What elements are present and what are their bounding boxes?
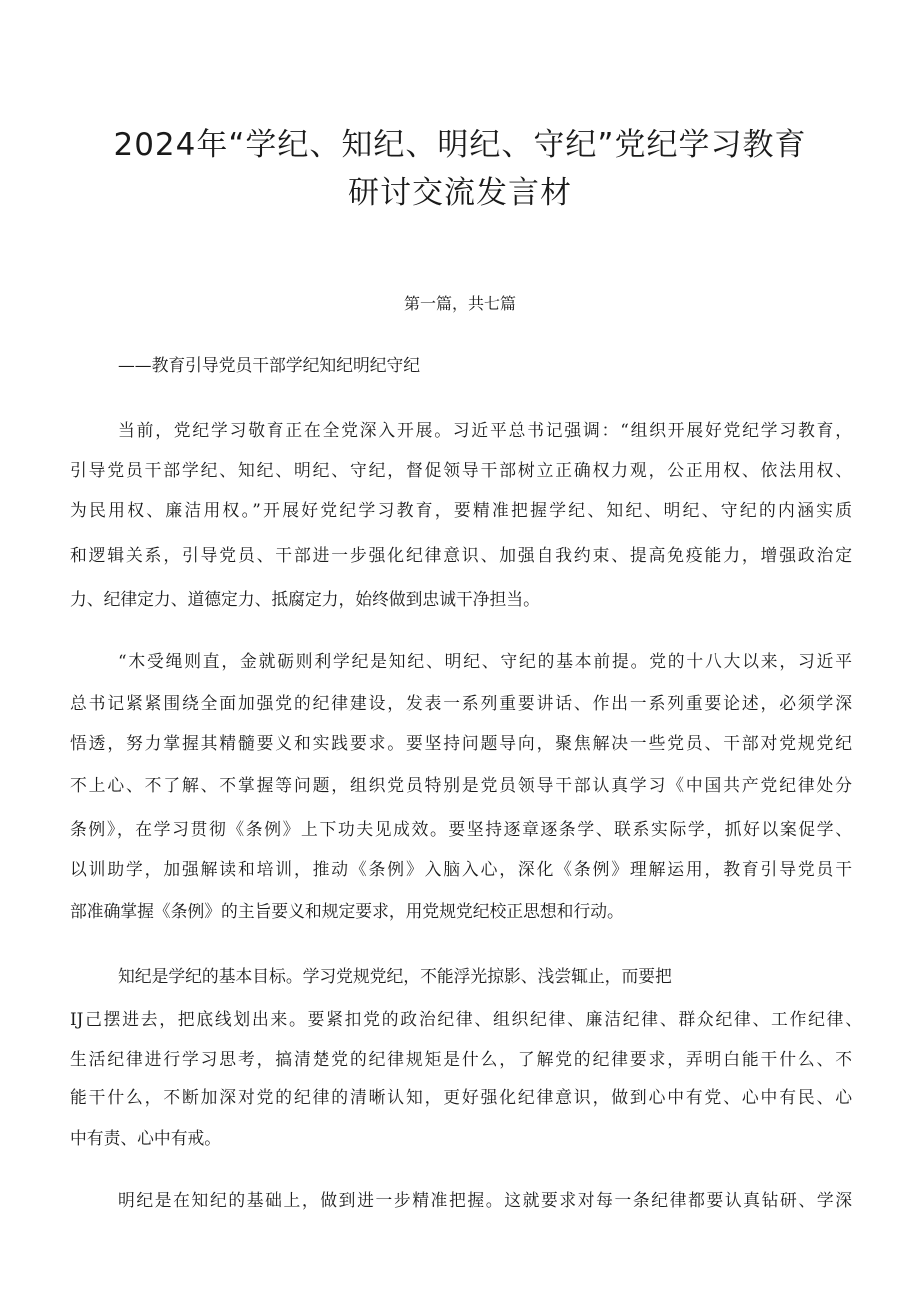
paragraph-line: 引导党员干部学纪、知纪、明纪、守纪，督促领导干部树立正确权力观，公正用权、依法用权、 <box>70 460 852 480</box>
document-subtitle: ——教育引导党员干部学纪知纪明纪守纪 <box>118 355 421 375</box>
paragraph-line: “木受绳则直，金就砺则利学纪是知纪、明纪、守纪的基本前提。党的十八大以来，习近平 <box>118 651 852 671</box>
paragraph-line: 当前，党纪学习敬育正在全党深入开展。习近平总书记强调：“组织开展好党纪学习教育， <box>118 420 852 440</box>
paragraph-line: 知纪是学纪的基本目标。学习党规党纪，不能浮光掠影、浅尝辄止，而要把 <box>118 966 672 986</box>
paragraph-line: IJ己摆进去，把底线划出来。要紧扣党的政治纪律、组织纪律、廉洁纪律、群众纪律、工作纪律、 <box>70 1009 862 1029</box>
document-title-line-2: 研讨交流发言材 <box>348 175 572 211</box>
paragraph-line: 中有责、心中有戒。 <box>70 1128 222 1148</box>
paragraph-line: 以训助学，加强解读和培训，推动《条例》入脑入心，深化《条例》理解运用，教育引导党员干 <box>70 859 852 879</box>
document-title-line-1: 2024年“学纪、知纪、明纪、守纪”党纪学习教育 <box>113 127 807 163</box>
paragraph-line: 和逻辑关系，引导党员、干部进一步强化纪律意识、加强自我约束、提高免疫能力，增强政治定 <box>70 545 852 565</box>
section-label: 第一篇，共七篇 <box>403 294 516 313</box>
paragraph-line: 力、纪律定力、道德定力、抵腐定力，始终做到忠诚干净担当。 <box>70 589 540 609</box>
paragraph-line: 为民用权、廉洁用权。”开展好党纪学习教育，要精准把握学纪、知纪、明纪、守纪的内涵实质 <box>70 500 852 520</box>
paragraph-line: 能干什么，不断加深对党的纪律的清晰认知，更好强化纪律意识，做到心中有党、心中有民、心 <box>70 1087 852 1107</box>
paragraph-line: 条例》，在学习贯彻《条例》上下功夫见成效。要坚持逐章逐条学、联系实际学，抓好以案促学、 <box>70 819 852 839</box>
paragraph-line: 不上心、不了解、不掌握等问题，组织党员特别是党员领导干部认真学习《中国共产党纪律处分 <box>70 775 852 795</box>
paragraph-line: 生活纪律进行学习思考，搞清楚党的纪律规矩是什么，了解党的纪律要求，弄明白能干什么、不 <box>70 1049 852 1069</box>
paragraph-line: 明纪是在知纪的基础上，做到进一步精准把握。这就要求对每一条纪律都要认真钻研、学深 <box>118 1190 852 1210</box>
paragraph-line: 总书记紧紧围绕全面加强党的纪律建设，发表一系列重要讲话、作出一系列重要论述，必须学深 <box>70 693 852 713</box>
paragraph-line: 悟透，努力掌握其精髓要义和实践要求。要坚持问题导向，聚焦解决一些党员、干部对党规党纪 <box>70 733 852 753</box>
paragraph-line: 部准确掌握《条例》的主旨要义和规定要求，用党规党纪校正思想和行动。 <box>70 901 624 921</box>
